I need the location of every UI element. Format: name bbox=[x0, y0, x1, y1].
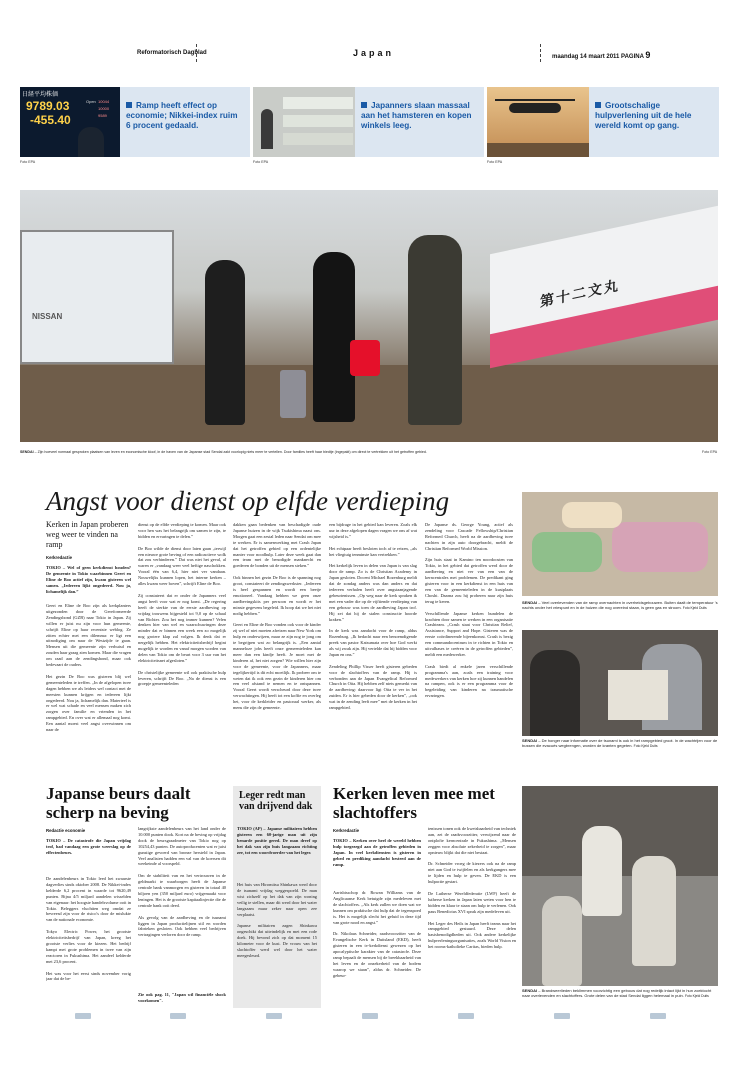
date-and-page bbox=[552, 50, 650, 60]
kerken-byline: Kerkredactie bbox=[333, 828, 360, 833]
walking-person-left bbox=[205, 260, 245, 425]
trader-silhouette bbox=[78, 127, 104, 157]
lead-col-5: De Japanse ds. George Young, actief als zendeling voor Cascade Fellowship/Christian Reformed Church, heeft na de aardbeving twee nachten in zijn auto doorgebracht, meldt de Christian Reformed World Mission. Zijn huis staat in Kamino ten noordoosten van Tokio, in het gebied dat getroffen werd door de aardbeving en niet ver van een van de kerncentrales met problemen. De predikant ging gisteren voor in een kerkdienst in een huis van een van de gemeenteleden in de kustplaats Choshi. Daarna zou hij proberen naar zijn huis terug te keren. Verschillende Japanse kerken bundelen de krachten door samen te werken in een organisatie Crashteam. „Crash staat voor Christian Relief, Assistance, Support and Hope. Gisteren was de eerste coördinerende bijeenkomst. Crash is bezig een commandocentrum in te richten in Tokio en uitvalbases te creëren in de getroffen gebieden”, meldt een medewerker. Crash biedt al enkele jaren verschillende programma's aan, zoals een training voor medewerkers van kerken hoe zij kunnen handelen na rampen, ook is er een programma voor de begeleiding van kinderen na traumatische ervaringen. bbox=[425, 522, 513, 699]
lead-intro: TOKIO – Wel of geen kerkdienst houden? De gemeente in Tokio waarbinnen Geert en Eline de Boo actief zijn, kwam gisteren wel samen. „Iedereen lijkt ongedeerd. Nou ja, lichamelijk dan.” bbox=[46, 565, 131, 594]
teaser-3-credit: Foto EPA bbox=[487, 160, 503, 164]
lead-headline: Angst voor dienst op elfde verdieping bbox=[46, 486, 450, 516]
teaser-1-credit: Foto EPA bbox=[20, 160, 36, 164]
side-2-credit: Foto Kjeld Duits bbox=[633, 744, 658, 748]
footer-tab-1 bbox=[75, 1013, 91, 1019]
shelf-2 bbox=[283, 115, 353, 127]
main-photo bbox=[20, 190, 718, 442]
ship-hull bbox=[490, 286, 718, 368]
person-left bbox=[530, 650, 580, 736]
side-photo-2-caption bbox=[522, 738, 718, 749]
side-2-text: – De honger naar informatie over de tsunami is ook in het rampgebied groot. In de wachtrijen voor de bussen die evacués wegbrengen, worden de kranten gegeten. bbox=[522, 738, 718, 748]
footer-tab-4 bbox=[362, 1013, 378, 1019]
teaser-3[interactable] bbox=[487, 87, 719, 157]
leger-body: Het huis van Hiromitsu Shinkawa werd door de tsunami vrijdag weggespoeld. De man wist zichzelf op het dak van zijn woning veilig te stellen, maar dit werd door het water langzaam maar zeker naar open zee verplaatst. Japanse militairen zagen Shinkawa ongeschikt dat uiteindelijk en met een rode doek. Hij bevond zich op dat moment 15 kilometer voor de kust. De vrouw van het slachtoffer werd wel door het water meegesleurd. bbox=[237, 882, 317, 958]
ticker-open-label: Open bbox=[86, 99, 96, 104]
blanket-1 bbox=[532, 532, 602, 572]
teaser-3-text: Grootschalige hulpverlening uit de hele wereld komt op gang. bbox=[595, 101, 692, 130]
red-jerrycan bbox=[350, 340, 380, 376]
main-caption-place: SENDAI bbox=[20, 450, 34, 454]
stock-ticker-photo bbox=[20, 87, 120, 157]
blanket-2 bbox=[612, 522, 708, 572]
kerken-col-1: Aartsbisschop dr. Rowan Williams van de Anglicaanse Kerk betuigde zijn medeleven met de slachtoffers. „Als kerk zullen we doen wat we kunnen om praktische dat hulp dat de tegenspoed is. Het is mogelijk slecht het geluid in deze tijd van grote nood en angst.” Dr. Nikolaus Schneider, raadsvoorzitter van de Evangelische Kerk in Duitsland (EKD), heeft gisteren in een tv-kerkdienst gewezen op het apocalyptische karakter van de catastrofe. Deze ramp bepaalt de mensen bij de breekbaarheid van het leven en de onzekerheid van de bodem waarop we staan”, aldus dr. Schneider. De gebeur- bbox=[333, 890, 421, 978]
side-3-credit: Foto Kjeld Duits bbox=[684, 994, 709, 998]
beurs-byline: Redactie economie bbox=[46, 828, 86, 833]
beurs-see-also: Zie ook pag. 11, "Japan wil financiële shock voorkomen". bbox=[138, 992, 226, 1003]
side-2-place: SENDAI bbox=[522, 738, 538, 743]
shelf-1 bbox=[283, 97, 353, 109]
kerken-intro: TOKIO – Kerken over heel de wereld hebben hulp toegezegd aan de getroffen gebieden in Japan. In veel kerkdiensten is gisteren in gebed en prediking aandacht besteed aan de ramp. bbox=[333, 838, 421, 867]
firefighter-2 bbox=[632, 856, 676, 966]
suitcase bbox=[280, 370, 306, 418]
footer-tab-6 bbox=[554, 1013, 570, 1019]
wrecked-van bbox=[20, 230, 174, 364]
footer-tab-2 bbox=[170, 1013, 186, 1019]
ticker-low-value: 9589 bbox=[98, 113, 107, 118]
ticker-value: 9789.03 bbox=[26, 99, 70, 113]
debris bbox=[20, 365, 718, 442]
side-3-place: SENDAI bbox=[522, 988, 538, 993]
beurs-headline: Japanse beurs daalt scherp na beving bbox=[46, 784, 191, 822]
lead-col-1: Geert en Eline de Boo zijn als kerkplanters uitgezonden door de Gereformeerde Zendingsbond (GZB) naar Tokio in Japan. Zij willen er juist nu zijn voor hun gemeente, schrijft Eline op haar recentste weblog. Ze zitten echter met een dilemma: er ligt een uitnodiging om naar de Westzijde te gaan. Mensen uit die gemeente zijn verhuisd en zouden haar graag zien komen. Maar die vragen om raad aan de zendingsbond, maar ook bedevaart de ouders. Het gezin De Boo was gisteren blij wel gemeenteleden te treffen. „In de afgelopen twee dagen hebben we als leiders wel contact met de meesten kunnen krijgen en iedereen lijkt ongedeerd. Nou ja, lichamelijk dan. Materieel is er wel wat schade en veel mensen maken zich zorgen over familie en vrienden in het rampgebied. En over wat er allemaal nog komt. Een aantal moest veel angst overwinnen om naar de bbox=[46, 603, 131, 733]
stranded-ship bbox=[490, 206, 718, 364]
teaser-1[interactable] bbox=[20, 87, 250, 157]
firefighter-1 bbox=[582, 826, 622, 916]
side-3-text: – Brandweerlieden beklimmen voorzichtig een gebouw dat nog redelijk intact lijkt in hun zoektocht naar overlevenden en slachtoffers. Grote delen van de stad Sendai liggen helemaal in puin. bbox=[522, 988, 712, 998]
beurs-col-1: De aandelenbeurs in Tokio leed het zwaarste dagverlies sinds oktober 2008. De Nikkei-index kelderde 6,2 procent in waarde tot 9620,49 punten. Bijna 4/5 miljard aandelen wisselden van eigenaar: het hoogste handelsvolume ooit in Tokio. Beleggers vluchtten weg omdat ze bevreesd zijn voor de risico's door de mislukte van de nationale economie. Tokyo Electric Power, het grootste elektriciteitsbedrijf van Japan, kreeg het grootste verlies voor de kiezen. Het bedrijf kampt met grote problemen in twee van zijn reactoren in Fukushima. Het aandeel kelderde met 23,6 procent. Het was voor het eerst sinds november vorig jaar dat de be- bbox=[46, 876, 131, 982]
kerken-headline: Kerken leven mee met slachtoffers bbox=[333, 784, 495, 822]
ticker-label: 日経平均株価 bbox=[22, 92, 59, 98]
side-photo-1 bbox=[522, 492, 718, 596]
lead-byline: Kerkredactie bbox=[46, 555, 73, 560]
side-photo-3-caption bbox=[522, 988, 718, 999]
lead-subhead: Kerken in Japan proberen weg weer te vinden na ramp bbox=[46, 520, 129, 549]
leger-box bbox=[233, 786, 321, 1008]
leger-headline: Leger redt man van drijvend dak bbox=[239, 790, 313, 812]
beurs-col-2: langrijkste aandelenbeurs van het land onder de 10.000 punten dook. Kort na de beving op vrijdag dook de beursgraadmeter van Tokio nog op 10254,43 punten. De autoproducenten wat er juist gunstige gevoerd van bronze hersteld in Japan. Veel analisten hadden een val van de koersen dit weekeinde al voorspeld. Om de stabiliteit van en het vertrouwen in de geldmarkt te waarborgen heeft de Japanse centrale bank vanmorgen en gisteren in totaal 40 biljoen yen (350 miljard euro) vrijgemaakt voor leningen. Het is de grootste kapitaalinjectie die de centrale bank ooit deed. Als gevolg van de aardbeving en de tsunami liggen in Japan productielijnen stil en worden fabrieken gesloten. Ook hebben veel bedrijven vertragingen verloren door de ramp. bbox=[138, 826, 226, 938]
walking-person-right bbox=[408, 235, 462, 425]
footer-tab-5 bbox=[458, 1013, 474, 1019]
main-photo-credit: Foto EPA bbox=[702, 450, 718, 454]
beurs-intro: TOKIO – De catastrofe die Japan vrijdag trof, had vandaag een grote weerslag op de effectenbeurs. bbox=[46, 838, 131, 855]
teaser-2-credit: Foto EPA bbox=[253, 160, 269, 164]
van-brand: NISSAN bbox=[32, 312, 63, 321]
page-number: 9 bbox=[645, 50, 651, 60]
side-1-place: SENDAI bbox=[522, 600, 538, 605]
teaser-1-text: Ramp heeft effect op economie; Nikkei-index ruim 6 procent gedaald. bbox=[126, 101, 238, 130]
date-line: maandag 14 maart 2011 PAGINA bbox=[552, 54, 644, 60]
side-photo-1-caption bbox=[522, 600, 718, 611]
masthead-divider-left bbox=[196, 44, 197, 62]
lead-col-3: dakken gaan bedenken van beschadigde oude Japanse huizen in de wijk Tsukishima naast ons. Morgen gaat een zestal leden naar Sendai om mee te werken. Er is samenwerking met Crash Japan dat het getroffen gebied op een ordentelijke manier voor noodhulp. Later deze week gaat dan een team met de benodigde manknecht en goederen de bonden uit de mensen steken.” Ook binnen het gezin De Boo is de spanning nog groot, constateert de zendingswerkster. „Iedereen is heel gespannen en wordt een beetje emotioneel. Vandaag hebben we geen onze aardbevingskits per persoon en wordt er het minste gegevens begeleid. Ik hoop dat we het niet nodig hebben.” Geert en Eline de Boo vonden ook voor de kinder zij wel of niet moeten afreizen naar New York om hulp en onderwijzen, maar ze zijn nog te jong om te begrijpen wat zo belangrijk is. „Een aantal manneloze jobs heeft onze gemeenteleden kan meer dan een kindje heeft. Je moet met de kinderen af, het niet zorgen? Wie willen hier zijn voor de gemeente, voor de Japanners, maar tegelijkertijd is dit echt moeilijk. Ik probeer om te weten dat ik ook een gezin de kinderen hier om een veel afstand te nemen en te ontspannen. Vooral Geert wordt verscheurd door deze twee verwachtingen. Hij heeft tot een koffie en overleg het, voor de kerkleider en pastoraal werker, als mens die zijn de gemeente. bbox=[233, 522, 321, 711]
shelf-3 bbox=[283, 133, 353, 145]
kerken-col-2: tenissen tonen ook de kwetsbaarheid van techniek aan, zei de raadsvoorzitter, verwijzend naar de ontplofte kerncentrale in Fukushima. „Mensen zeggen voor absolute zekerheid te zorgen”, maar opnieuw blijkt dat die niet bestaat. Dr. Schneider vroeg de kiezers ook na de ramp niet aan God te twijfelen en als kerkgangers mee te lijden en hulp te geven. De EKD is een hulpactie gestart. De Lutherse Wereldfederatie (LWF) heeft de lutherse kerken in Japan laten weten voor hen te bidden en klaar te staan om hulp te verlenen. Ook paus Benedictus XVI sprak zijn medeleven uit. Het Leger des Heils in Japan heeft teams naar het rampgebied gestuurd. Deze delen basisbenodigdheden uit. Ook andere kerkelijke hulpverleningsorganisaties, zoals World Vision en het rooms-katholieke Caritas, bieden hulp. bbox=[428, 826, 516, 950]
teaser-2-text: Japanners slaan massaal aan het hamsteren en kopen winkels leeg. bbox=[361, 101, 472, 130]
side-1-text: – Veel overlevenden van de ramp overnachten in overheidsgebouwen. Buiten daalt de temperatuur 's nachts onder het vriespunt en in de huizen die nog overeind staan, is geen gas en stroom. bbox=[522, 600, 718, 610]
empty-shelves-photo bbox=[253, 87, 355, 157]
rotor bbox=[495, 99, 575, 101]
shopper-silhouette bbox=[261, 109, 273, 149]
ticker-change: -455.40 bbox=[30, 113, 71, 127]
side-photo-2 bbox=[522, 630, 718, 736]
footer-tab-3 bbox=[266, 1013, 282, 1019]
walking-person-middle bbox=[313, 252, 355, 422]
lead-col-2: dienst op de elfde verdieping te komen. Maar ook voor hen was het belangrijk om samen te zijn, te bidden en ervaringen te delen.” De Boo wilde de dienst door laten gaan „terwijl een nieuwe grote beving of een radioactieve wolk dat zou verhinderen.” Dat was niet het geval, al waren er „vandaag weer veel heftige naschokken. Vooral één van 6,4, hier niet ver vandaan. Nouwelijks kunnen lopen, het interne kerken – alles kwam weer boven”, schrijft Eline de Boo. Zij constateert dat er onder de Japanners veel angst heeft voor wat er nog komt. „De regering heeft de sterkte van de eerste aardbeving op vrijdag trouwens bijgesteld tot 9,0 op de schaal van Richter. Zou het nog immer kunnen? Velen denken hier van wel en waarschuwingen deze minder dat er binnen een week een zo mogelijk nog grotere klap zal volgen. Ik denk dat er nergelijk hebben. Het elektriciteitsbedrijf begint mogelijk te worden en vanaf morgen worden van delen van Tokio om de beurt voor 3 uur van het elektriciteitsnet afgesloten.” De christelijke gemeente wil ook praktische hulp leveren, schrijft De Boo. „Na de dienst is een groepje gemeenteleden bbox=[138, 522, 226, 687]
masthead-divider-right bbox=[540, 44, 541, 62]
ship-name: 第十二文丸 bbox=[540, 278, 620, 311]
ticker-high-value: 10000 bbox=[98, 106, 110, 111]
helicopter-photo bbox=[487, 87, 589, 157]
main-caption-text: – Zijn hoeveel normaal gesproken plaatsen van leven en economische kloof, in de haven van de Japanse stad Sendai zakt voorlopig niets meer te vertellen. Door families heeft haar biedtje (ingepakt) om direct te vertrekken uit het getroffen gebied. bbox=[33, 450, 427, 454]
lead-col-4: een bijdrage in het gebied kan leveren. Zoals elk uur in deze afgelopen dagen vragen we ons af wat wijsheid is.” Het echtpaar heeft besloten toch af te reizen, „als het vliegtuig tenminste kan vertrekken.” Het kerkelijk leven in delen van Japan is van slag door de ramp. Zo is de Christian Academy in Japan gesloten. Docent Michael Rozenburg meldt dat de zondag anders was dan anders en dat iedereen verhalen heeft over angstaanjagende gebeurtenissen. „Op weg naar de kerk spraken ik met een vader die op de vijftiende verdieping van een gebouw was toen de aardbeving Japan trof. Hij zei dat hij de stalen constructie hoorde kraken.” In de kerk was aandacht voor de ramp, aldus Rozenburg. „Ik bedacht naar een benoemdigende preek van pastor Katsumata over hoe God werkt als wij zwak zijn. Hij vertelde dat hij bidden voor Japan en ons.” Zendeling Phillip Visser heeft gisteren gebeden voor de slachtoffers van de ramp. Hij is verbonden aan de Japan Evangelical Reformed Church in Oita. Hij hebben zelf niets gemerkt van de aardbeving: daarvoor ligt Oita te ver in het zuiden. Er is hier gebeden door de kerken”, „ook wat in de zending leeft mee” met de kerken in het rampgebied. bbox=[329, 522, 417, 711]
helicopter-silhouette bbox=[509, 103, 561, 113]
side-photo-3 bbox=[522, 786, 718, 986]
main-photo-caption bbox=[20, 450, 680, 455]
ground bbox=[487, 143, 589, 157]
side-1-credit: Foto Kjeld Duits bbox=[682, 606, 707, 610]
footer-tab-7 bbox=[650, 1013, 666, 1019]
ticker-open-value: 10044 bbox=[98, 99, 110, 104]
section-title: Japan bbox=[353, 48, 395, 58]
newspaper bbox=[608, 670, 668, 720]
firefighter-3 bbox=[542, 896, 582, 986]
newspaper-name: Reformatorisch Dagblad bbox=[137, 50, 207, 56]
leger-intro: TOKIO (AP) – Japanse militairen hebben gisteren een 60-jarige man uit zijn benarde positie gered. De man dreef op het dak van zijn huis langzaam richting zee, tot een woordvoerder van het leger. bbox=[237, 826, 317, 855]
teaser-2[interactable] bbox=[253, 87, 484, 157]
blanket-3 bbox=[562, 502, 622, 528]
